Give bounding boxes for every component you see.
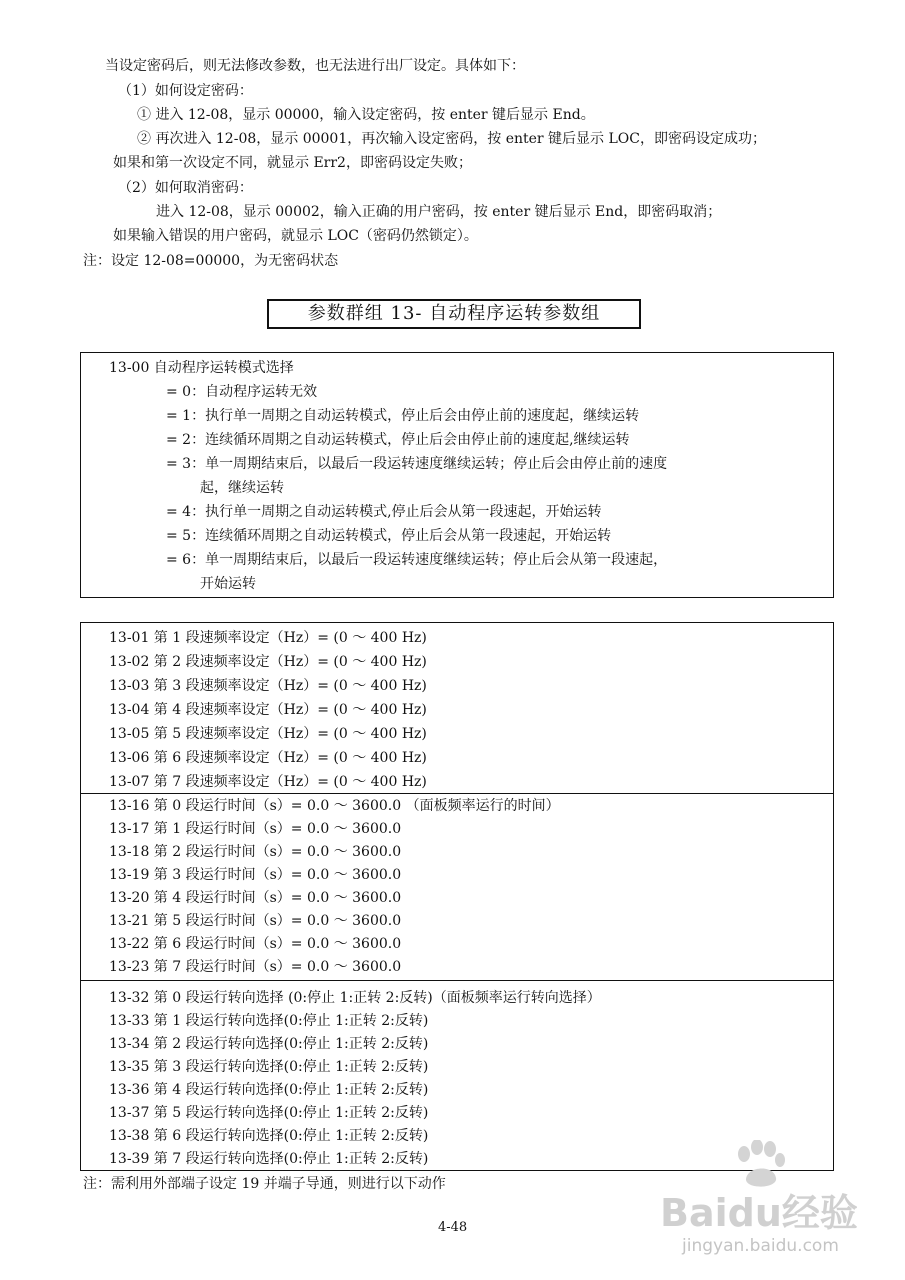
intro-line: （1）如何设定密码： <box>118 83 253 99</box>
group-divider <box>81 793 833 794</box>
mode-option: = 3：单一周期结束后，以最后一段运转速度继续运转；停止后会由停止前的速度 <box>166 456 668 472</box>
intro-line: 如果和第一次设定不同，就显示 Err2，即密码设定失败； <box>113 155 472 171</box>
time-row: 13-16 第 0 段运行时间（s）= 0.0 ～ 3600.0 （面板频率运行的时间） <box>109 798 560 814</box>
section-title: 参数群组 13- 自动程序运转参数组 <box>267 299 641 329</box>
dir-row: 13-36 第 4 段运行转向选择(0:停止 1:正转 2:反转) <box>109 1082 429 1098</box>
page-number: 4-48 <box>438 1220 468 1235</box>
freq-row: 13-04 第 4 段速频率设定（Hz）= (0 ～ 400 Hz) <box>109 702 427 718</box>
freq-row: 13-05 第 5 段速频率设定（Hz）= (0 ～ 400 Hz) <box>109 726 427 742</box>
dir-row: 13-39 第 7 段运行转向选择(0:停止 1:正转 2:反转) <box>109 1151 429 1167</box>
freq-row: 13-06 第 6 段速频率设定（Hz）= (0 ～ 400 Hz) <box>109 750 427 766</box>
group-divider <box>81 980 833 981</box>
mode-option-cont: 开始运转 <box>200 576 256 592</box>
time-row: 13-19 第 3 段运行时间（s）= 0.0 ～ 3600.0 <box>109 867 402 883</box>
param-table <box>80 622 834 1171</box>
time-row: 13-17 第 1 段运行时间（s）= 0.0 ～ 3600.0 <box>109 821 402 837</box>
time-row: 13-20 第 4 段运行时间（s）= 0.0 ～ 3600.0 <box>109 890 402 906</box>
time-row: 13-18 第 2 段运行时间（s）= 0.0 ～ 3600.0 <box>109 844 402 860</box>
intro-line: 如果输入错误的用户密码，就显示 LOC（密码仍然锁定）。 <box>113 228 478 244</box>
mode-option-cont: 起，继续运转 <box>200 480 284 496</box>
time-row: 13-22 第 6 段运行时间（s）= 0.0 ～ 3600.0 <box>109 936 402 952</box>
intro-line: 当设定密码后，则无法修改参数，也无法进行出厂设定。具体如下： <box>105 58 525 74</box>
footer-note: 注：需利用外部端子设定 19 并端子导通，则进行以下动作 <box>83 1176 446 1192</box>
mode-box <box>80 352 834 598</box>
watermark-logo: Baidu经验 <box>660 1191 858 1235</box>
mode-option: = 5：连续循环周期之自动运转模式，停止后会从第一段速起，开始运转 <box>166 528 612 544</box>
dir-row: 13-32 第 0 段运行转向选择 (0:停止 1:正转 2:反转)（面板频率运行转向选择） <box>109 990 601 1006</box>
time-row: 13-21 第 5 段运行时间（s）= 0.0 ～ 3600.0 <box>109 913 402 929</box>
intro-line: 进入 12-08，显示 00002，输入正确的用户密码，按 enter 键后显示 End，即密码取消； <box>156 204 722 220</box>
baidu-watermark <box>660 1140 885 1270</box>
intro-line: ① 进入 12-08，显示 00000，输入设定密码，按 enter 键后显示 End。 <box>137 107 595 123</box>
dir-row: 13-34 第 2 段运行转向选择(0:停止 1:正转 2:反转) <box>109 1036 429 1052</box>
mode-option: = 2：连续循环周期之自动运转模式，停止后会由停止前的速度起,继续运转 <box>166 432 630 448</box>
mode-option: = 0：自动程序运转无效 <box>166 384 318 400</box>
dir-row: 13-33 第 1 段运行转向选择(0:停止 1:正转 2:反转) <box>109 1013 429 1029</box>
dir-row: 13-38 第 6 段运行转向选择(0:停止 1:正转 2:反转) <box>109 1128 429 1144</box>
watermark-url: jingyan.baidu.com <box>682 1236 839 1256</box>
dir-row: 13-37 第 5 段运行转向选择(0:停止 1:正转 2:反转) <box>109 1105 429 1121</box>
freq-row: 13-03 第 3 段速频率设定（Hz）= (0 ～ 400 Hz) <box>109 678 427 694</box>
mode-option: = 4：执行单一周期之自动运转模式,停止后会从第一段速起，开始运转 <box>166 504 602 520</box>
time-row: 13-23 第 7 段运行时间（s）= 0.0 ～ 3600.0 <box>109 959 402 975</box>
intro-line: ② 再次进入 12-08，显示 00001，再次输入设定密码，按 enter 键后显示 LOC，即密码设定成功； <box>137 131 766 147</box>
mode-option: = 1：执行单一周期之自动运转模式，停止后会由停止前的速度起，继续运转 <box>166 408 640 424</box>
mode-option: = 6：单一周期结束后，以最后一段运转速度继续运转；停止后会从第一段速起， <box>166 552 668 568</box>
dir-row: 13-35 第 3 段运行转向选择(0:停止 1:正转 2:反转) <box>109 1059 429 1075</box>
intro-note: 注：设定 12-08=00000，为无密码状态 <box>83 253 339 269</box>
freq-row: 13-02 第 2 段速频率设定（Hz）= (0 ～ 400 Hz) <box>109 654 427 670</box>
freq-row: 13-07 第 7 段速频率设定（Hz）= (0 ～ 400 Hz) <box>109 774 427 790</box>
freq-row: 13-01 第 1 段速频率设定（Hz）= (0 ～ 400 Hz) <box>109 630 427 646</box>
param-heading: 13-00 自动程序运转模式选择 <box>109 360 294 376</box>
intro-line: （2）如何取消密码： <box>118 180 253 196</box>
